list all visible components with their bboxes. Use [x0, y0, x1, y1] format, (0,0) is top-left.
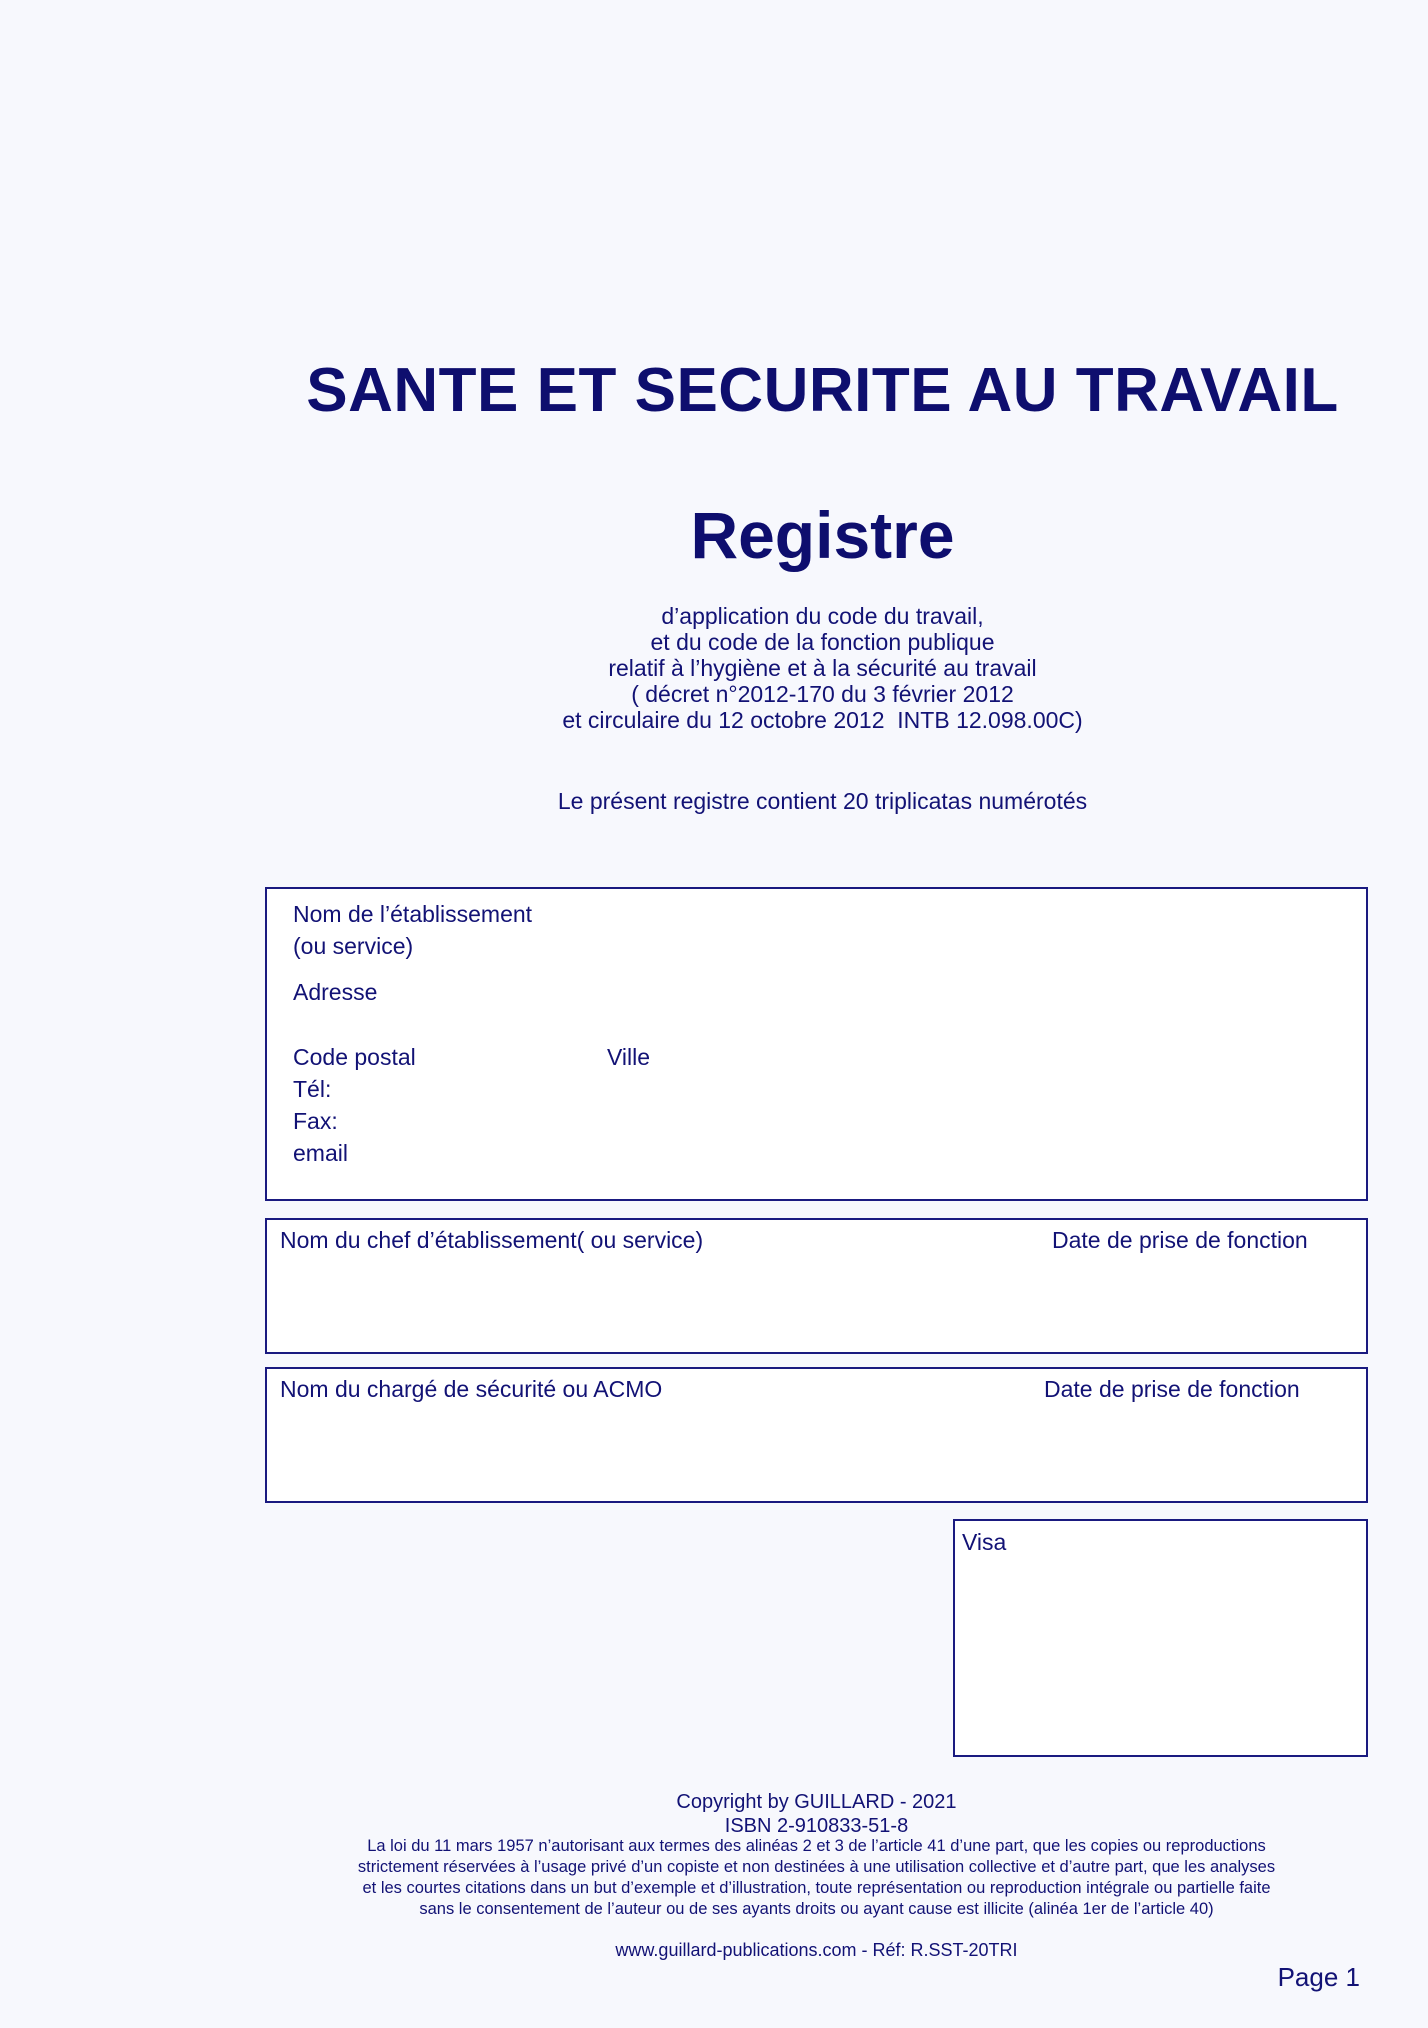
- address-label: Adresse: [293, 979, 378, 1005]
- establishment-service-label: (ou service): [293, 933, 414, 959]
- head-start-date-label: Date de prise de fonction: [1052, 1227, 1308, 1253]
- legal-line: strictement réservées à l’usage privé d’un copiste et non destinées à une utilisation collective et d’autre part, que les analyses: [357, 1858, 1276, 1876]
- document-subtitle: Registre: [690, 498, 955, 572]
- intro-line: et du code de la fonction publique: [650, 629, 995, 655]
- safety-officer-name-label: Nom du chargé de sécurité ou ACMO: [280, 1376, 663, 1402]
- establishment-name-label: Nom de l’établissement: [293, 901, 533, 927]
- intro-line: relatif à l’hygiène et à la sécurité au travail: [608, 655, 1037, 681]
- visa-box[interactable]: [953, 1519, 1368, 1757]
- intro-line: d’application du code du travail,: [661, 603, 984, 629]
- legal-notice: [265, 1836, 1368, 1920]
- isbn-text: ISBN 2-910833-51-8: [724, 1815, 909, 1837]
- head-name-label: Nom du chef d’établissement( ou service): [280, 1227, 704, 1253]
- intro-text: [300, 603, 1345, 733]
- register-contents-note: Le présent registre contient 20 triplicatas numérotés: [557, 788, 1088, 814]
- email-label: email: [293, 1140, 348, 1166]
- establishment-box[interactable]: [265, 887, 1368, 1201]
- legal-line: La loi du 11 mars 1957 n’autorisant aux termes des alinéas 2 et 3 de l’article 41 d’une part, que les copies ou reproductions: [367, 1837, 1266, 1855]
- intro-line: et circulaire du 12 octobre 2012 INTB 12.098.00C): [562, 707, 1083, 733]
- document-title: SANTE ET SECURITE AU TRAVAIL: [306, 356, 1339, 425]
- city-label: Ville: [607, 1044, 651, 1070]
- website-reference[interactable]: www.guillard-publications.com - Réf: R.SST-20TRI: [615, 1940, 1018, 1960]
- visa-label: Visa: [962, 1529, 1007, 1555]
- copyright-text: Copyright by GUILLARD - 2021: [676, 1791, 957, 1813]
- phone-label: Tél:: [293, 1076, 332, 1102]
- page-number: Page 1: [1277, 1962, 1360, 1992]
- copyright-block: [265, 1790, 1368, 1838]
- intro-line: ( décret n°2012-170 du 3 février 2012: [631, 681, 1014, 707]
- establishment-head-box[interactable]: [265, 1218, 1368, 1354]
- fax-label: Fax:: [293, 1108, 338, 1134]
- safety-officer-box[interactable]: [265, 1367, 1368, 1503]
- safety-officer-start-date-label: Date de prise de fonction: [1044, 1376, 1300, 1402]
- postal-code-label: Code postal: [293, 1044, 416, 1070]
- legal-line: et les courtes citations dans un but d’exemple et d’illustration, toute représentation ou reproduction intégrale ou partielle faite: [362, 1879, 1271, 1897]
- legal-line: sans le consentement de l’auteur ou de ses ayants droits ou ayant cause est illicite (alinéa 1er de l’article 40): [419, 1900, 1214, 1918]
